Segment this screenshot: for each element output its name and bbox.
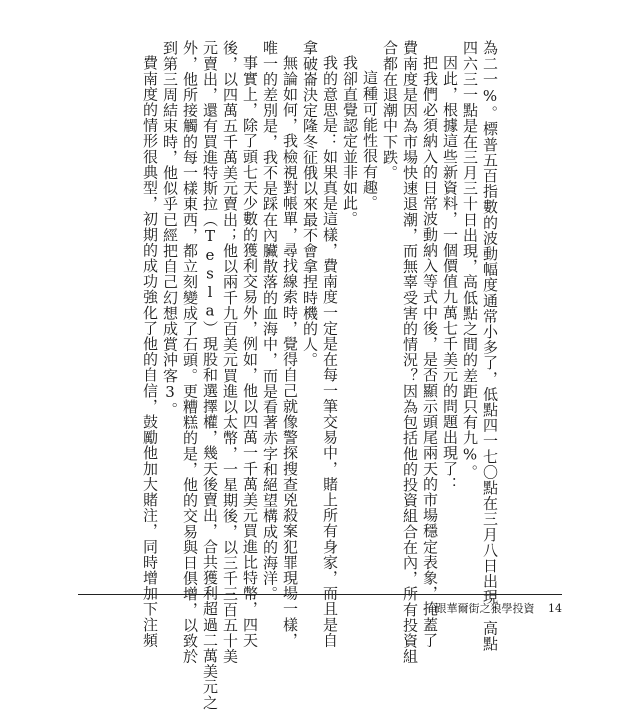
footer-divider bbox=[78, 594, 562, 595]
text-column: 把我們必須納入的日常波動納入等式中後，是否顯示頭尾兩天的市場穩定表象，掩蓋了 bbox=[421, 55, 439, 648]
text-column: 費南度是因為市場快速退潮，而無辜受害的情況？因為包括他的投資組合在內，所有投資組 bbox=[401, 40, 419, 664]
text-column: 我卻直覺認定並非如此。 bbox=[341, 55, 359, 227]
text-column: 到第三周結束時，他似乎已經把自己幻想成賞沖客3。 bbox=[161, 40, 179, 418]
text-column: 唯一的差別是，我不是踩在內臟散落的血海中，而是看著赤字和絕望構成的海洋。 bbox=[261, 40, 279, 602]
text-column: 拿破崙決定隆冬征俄以來最不會拿捏時機的人。 bbox=[301, 40, 319, 368]
text-column: 我的意思是：如果真是這樣，費南度一定是在每一筆交易中，賭上所有身家，而且是自 bbox=[321, 55, 339, 648]
text-column: 因此，根據這些新資料，一個價值九萬七千美元的問題出現了： bbox=[441, 55, 459, 492]
page-footer bbox=[78, 600, 562, 616]
text-column: 為二一%。標普五百指數的波動幅度通常小多了，低點四一七〇點在三月八日出現，高點 bbox=[481, 40, 499, 652]
text-column: 這種可能性很有趣。 bbox=[361, 70, 379, 211]
text-column: 元賣出，還有買進特斯拉（Tesla）現股和選擇權，幾天後賣出，合共獲利超過二萬美元之 bbox=[201, 40, 219, 710]
text-column: 四六三一點是在三月三十日出現，高低點之間的差距只有九%。 bbox=[461, 40, 479, 480]
text-column: 費南度的情形很典型，初期的成功強化了他的自信，鼓勵他加大賭注，同時增加下注頻 bbox=[141, 55, 159, 648]
book-title: 跟華爾街之狼學投資 bbox=[435, 602, 535, 615]
page-number: 14 bbox=[548, 602, 562, 615]
text-column: 事實上，除了頭七天少數的獲利交易外，例如，他以四萬一千萬美元買進比特幣，四天 bbox=[241, 55, 259, 648]
text-column: 合都在退潮中下跌。 bbox=[381, 40, 399, 181]
text-column: 無論如何，我檢視對帳單，尋找線索時，覺得自己就像警探搜查兇殺案犯罪現場一樣， bbox=[281, 55, 299, 648]
text-column: 外，他所接觸的每一樣東西，都立刻變成了石頭。更糟糕的是，他的交易與日俱增，以致於 bbox=[181, 40, 199, 664]
text-column: 後，以四萬五千萬美元賣出；他以兩千九百美元買進以太幣，一星期後，以三千三百五十美 bbox=[221, 40, 239, 664]
